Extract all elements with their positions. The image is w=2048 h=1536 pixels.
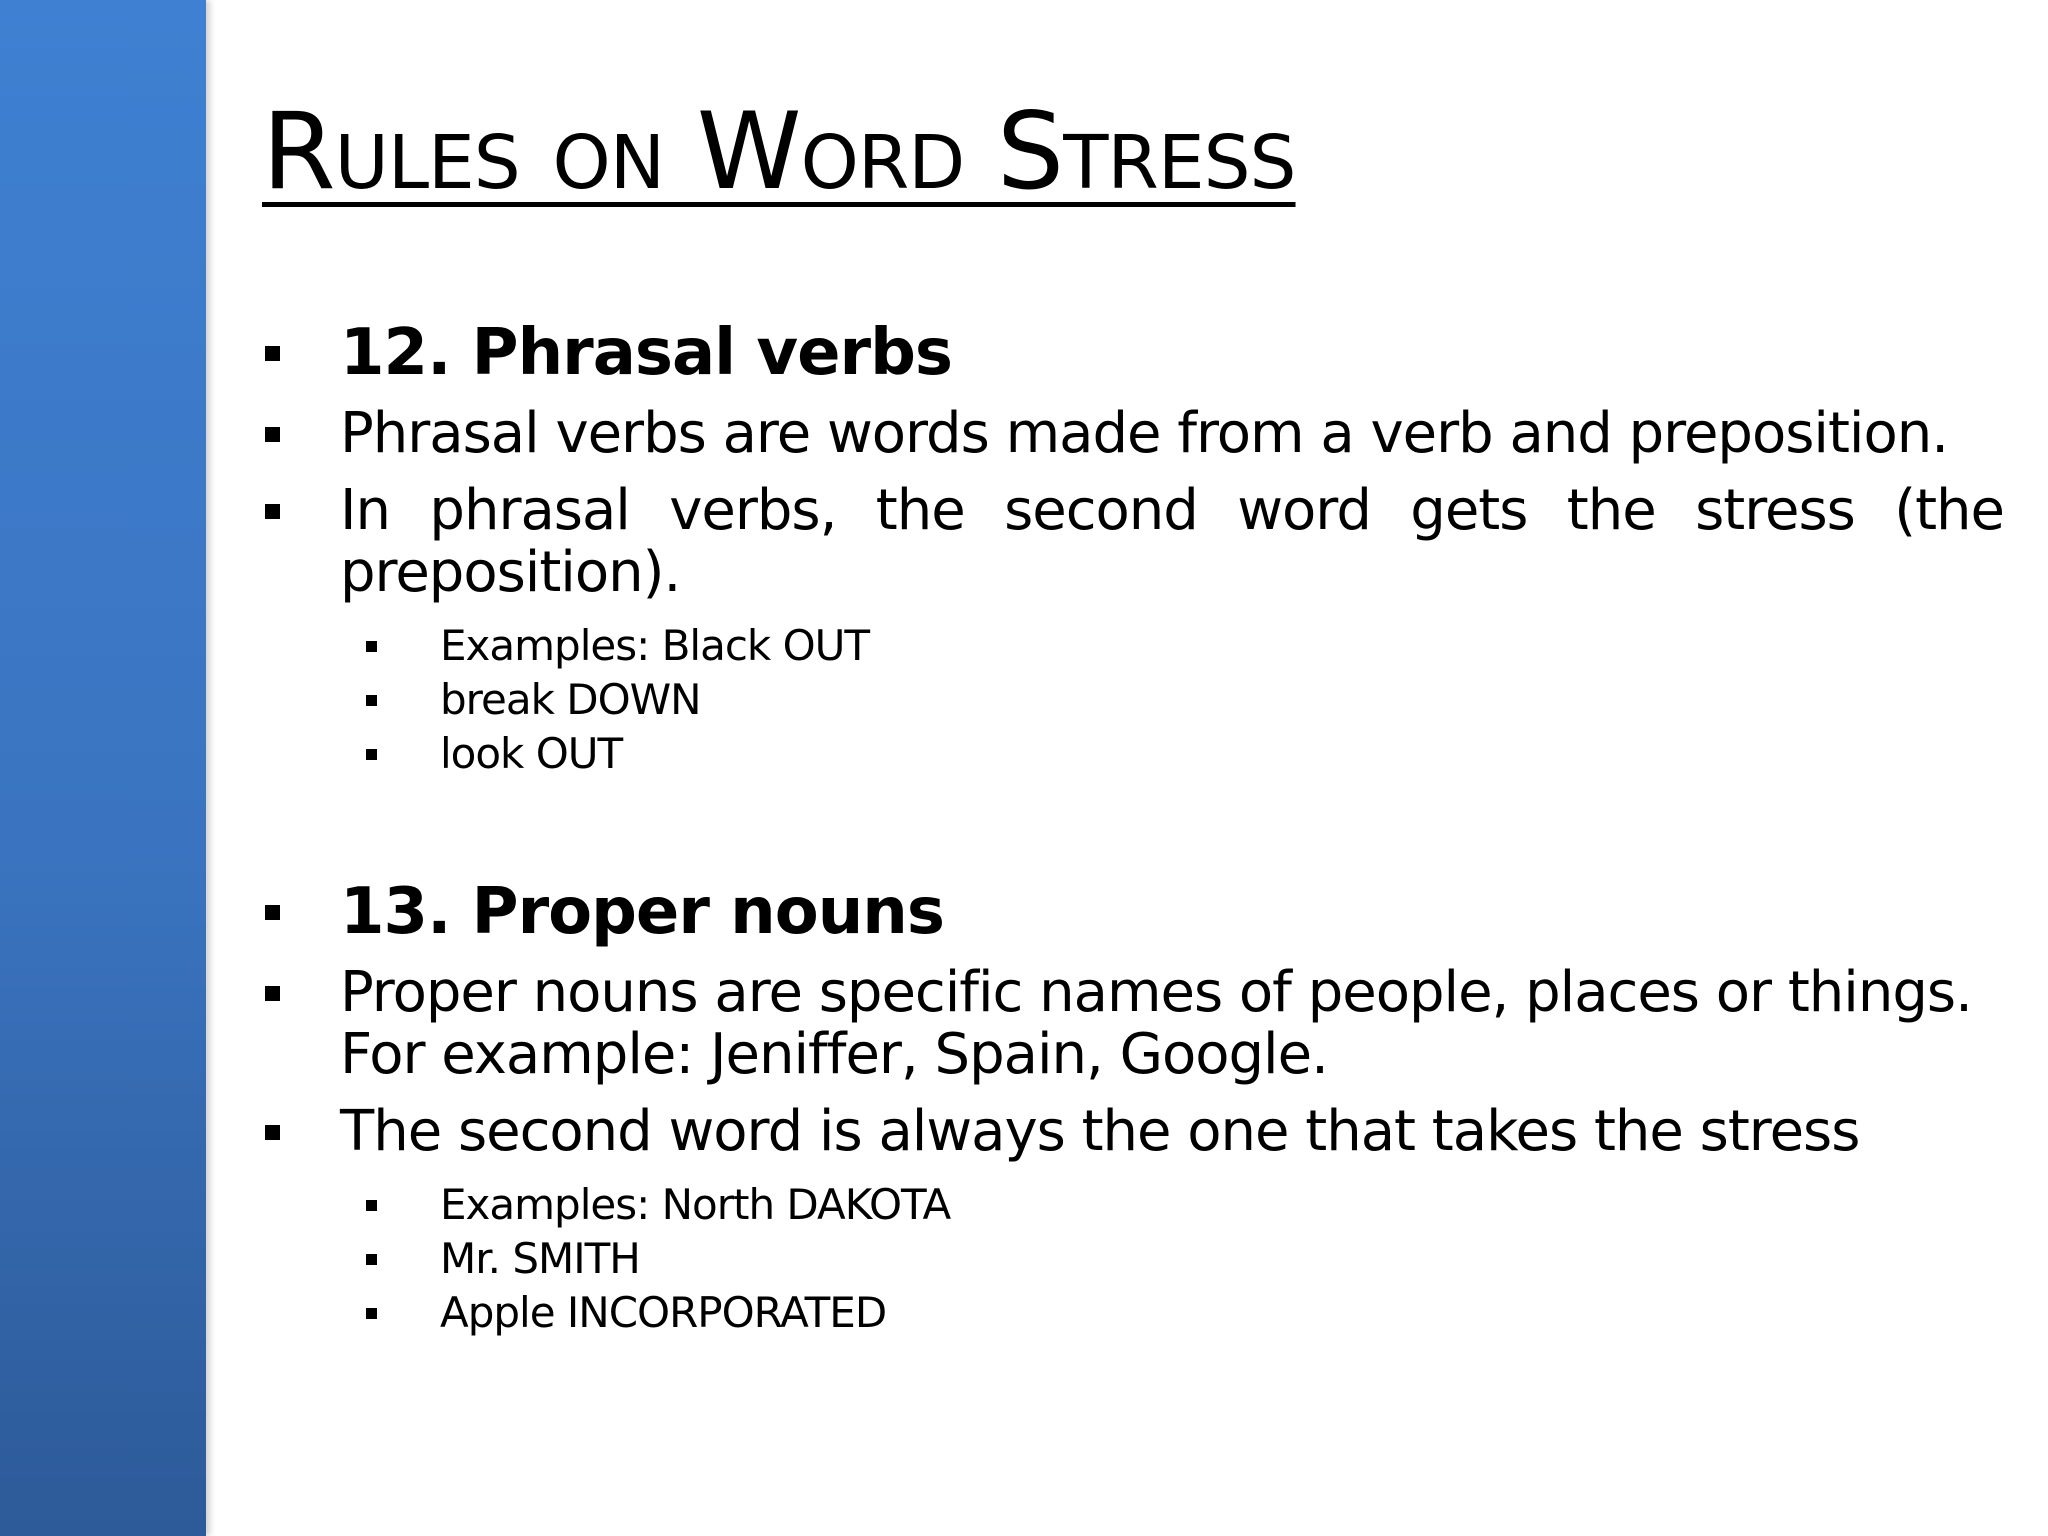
section-heading-phrasal-verbs: 12. Phrasal verbs [262, 318, 2004, 388]
bullet-point: Phrasal verbs are words made from a verb and preposition. [262, 403, 2004, 465]
example-item: break DOWN [262, 673, 2004, 727]
section-spacer [262, 781, 2004, 877]
side-accent-bar [0, 0, 206, 1536]
bullet-point: The second word is always the one that takes the stress [262, 1101, 2004, 1163]
example-item: look OUT [262, 727, 2004, 781]
example-item: Examples: Black OUT [262, 619, 2004, 673]
slide-title: Rules on Word Stress [262, 90, 1296, 213]
example-item: Mr. SMITH [262, 1232, 2004, 1286]
section-heading-proper-nouns: 13. Proper nouns [262, 877, 2004, 947]
example-item: Examples: North DAKOTA [262, 1178, 2004, 1232]
example-item: Apple INCORPORATED [262, 1286, 2004, 1340]
bullet-point: Proper nouns are specific names of people, places or things. For example: Jeniffer, Spain, Google. [262, 962, 2004, 1086]
bullet-point: In phrasal verbs, the second word gets the stress (the preposition). [262, 480, 2004, 604]
slide-content [262, 318, 2004, 1340]
